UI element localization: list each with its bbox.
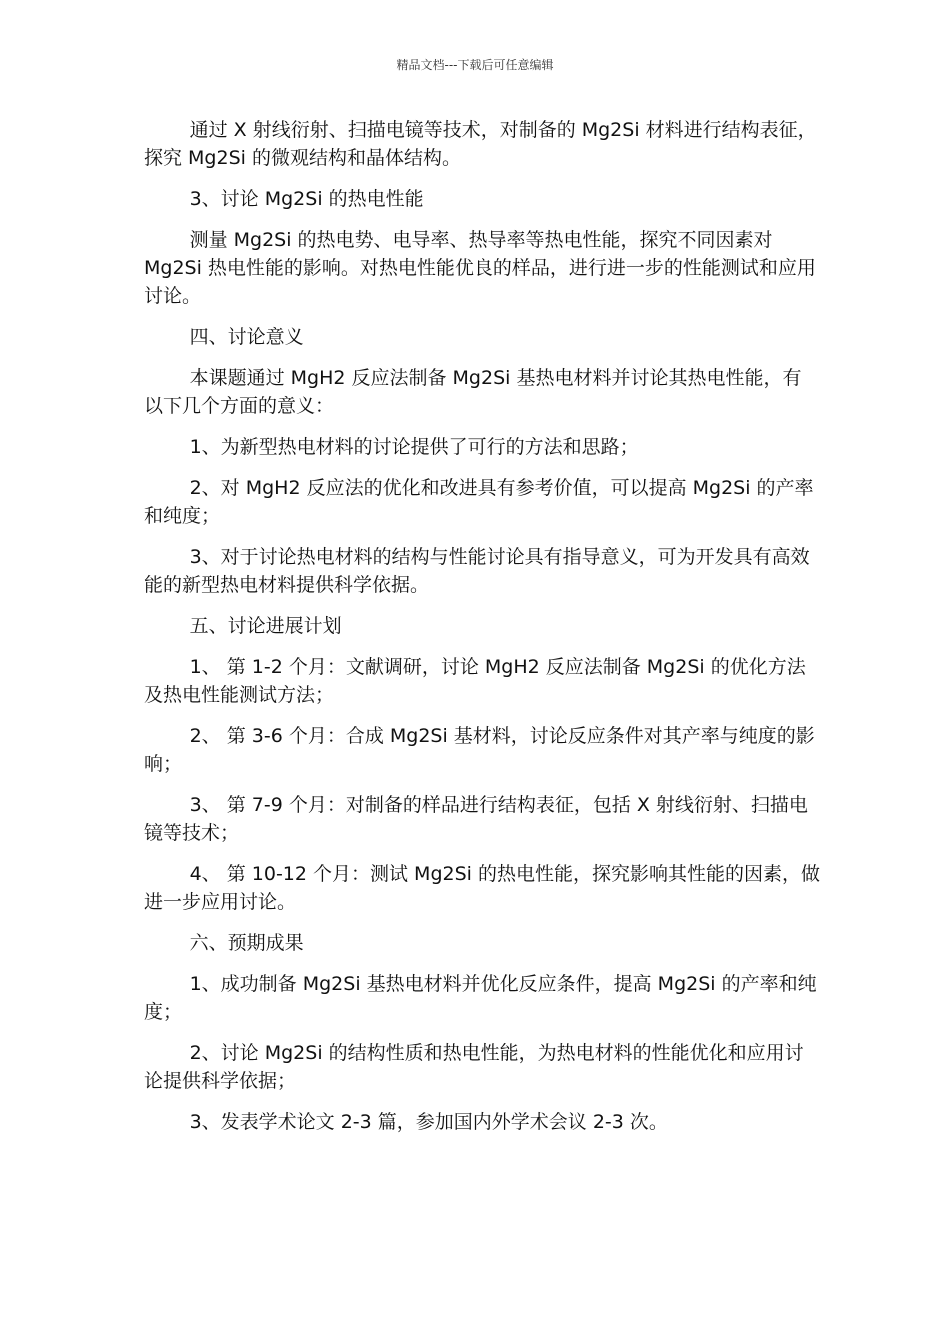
list-item-outcome-2: 2、讨论 Mg2Si 的结构性质和热电性能，为热电材料的性能优化和应用讨论提供科学依据； — [144, 1042, 804, 1092]
page-header: 精品文档---下载后可任意编辑 — [396, 58, 554, 72]
heading-thermoelectric-performance: 3、讨论 Mg2Si 的热电性能 — [189, 188, 424, 210]
document-body — [144, 116, 820, 1149]
paragraph-measurement: 测量 Mg2Si 的热电势、电导率、热导率等热电性能，探究不同因素对 Mg2Si 热电性能的影响。对热电性能优良的样品，进行进一步的性能测试和应用讨论。 — [144, 229, 816, 307]
paragraph-significance-intro: 本课题通过 MgH2 反应法制备 Mg2Si 基热电材料并讨论其热电性能，有以下几个方面的意义： — [144, 367, 802, 417]
list-item-schedule-1: 1、 第 1-2 个月：文献调研，讨论 MgH2 反应法制备 Mg2Si 的优化方法及热电性能测试方法； — [144, 656, 806, 706]
section-heading-schedule: 五、讨论进展计划 — [189, 615, 342, 637]
list-item-outcome-3: 3、发表学术论文 2-3 篇，参加国内外学术会议 2-3 次。 — [189, 1111, 668, 1133]
section-heading-significance: 四、讨论意义 — [189, 326, 304, 348]
section-heading-outcomes: 六、预期成果 — [189, 932, 304, 954]
list-item-schedule-4: 4、 第 10-12 个月：测试 Mg2Si 的热电性能，探究影响其性能的因素，做进一步应用讨论。 — [144, 863, 820, 913]
list-item-schedule-3: 3、 第 7-9 个月：对制备的样品进行结构表征，包括 X 射线衍射、扫描电镜等技术； — [144, 794, 808, 844]
list-item-significance-3: 3、对于讨论热电材料的结构与性能讨论具有指导意义，可为开发具有高效能的新型热电材料提供科学依据。 — [144, 546, 810, 596]
paragraph-characterization: 通过 X 射线衍射、扫描电镜等技术，对制备的 Mg2Si 材料进行结构表征，探究 Mg2Si 的微观结构和晶体结构。 — [144, 119, 817, 169]
list-item-schedule-2: 2、 第 3-6 个月：合成 Mg2Si 基材料，讨论反应条件对其产率与纯度的影响； — [144, 725, 815, 775]
list-item-outcome-1: 1、成功制备 Mg2Si 基热电材料并优化反应条件，提高 Mg2Si 的产率和纯度； — [144, 973, 817, 1023]
list-item-significance-1: 1、为新型热电材料的讨论提供了可行的方法和思路； — [189, 436, 639, 458]
list-item-significance-2: 2、对 MgH2 反应法的优化和改进具有参考价值，可以提高 Mg2Si 的产率和纯度； — [144, 477, 814, 527]
